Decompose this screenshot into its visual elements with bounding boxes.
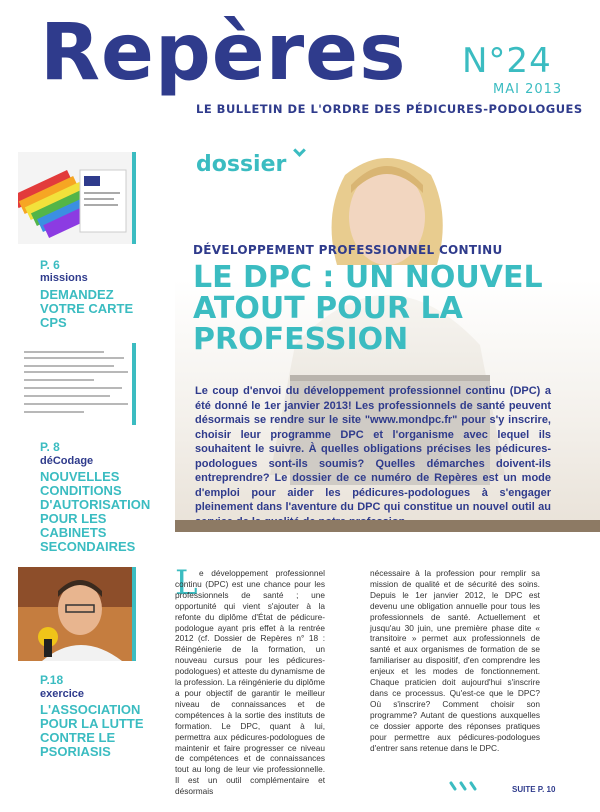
sidebar-title-3[interactable]: L'ASSOCIATION POUR LA LUTTE CONTRE LE PSORIASIS <box>40 702 144 759</box>
arrow-ticks-icon <box>447 780 487 792</box>
rubric-dossier: dossier <box>196 152 287 177</box>
portrait-image <box>18 567 136 661</box>
document-image <box>18 343 136 425</box>
hero-bottom-strip <box>175 520 600 532</box>
sidebar-page-1: P. 6 <box>40 258 60 272</box>
feature-kicker: DÉVELOPPEMENT PROFESSIONNEL CONTINU <box>193 243 503 257</box>
sidebar-title-2[interactable]: NOUVELLES CONDITIONS D'AUTORISATION POUR LES CABINETS SECONDAIRES <box>40 469 151 554</box>
issue-number: N°24 <box>462 41 552 81</box>
issue-date: MAI 2013 <box>493 82 563 97</box>
sidebar-title-1[interactable]: DEMANDEZ VOTRE CARTE CPS <box>40 287 134 330</box>
sidebar-section-3: exercice <box>40 688 85 700</box>
sidebar-section-1: missions <box>40 272 88 284</box>
body-column-1: e développement professionnel continu (DPC) est une chance pour les professionnels de santé ; une opportunité qui vient s'ajouter à la refonte du diplôme d'État de pédicure-podologue ayant pris effet à la rentrée 2012 (cf. Dossier de Repères n° 18 : Réingénierie de la formation, un nouveau cursus pour les pédicures-podologues) et atteste du dynamisme de la profession. La réingénierie du diplôme a pour objectif de garantir le meilleur niveau de connaissances et de compétences à la sortie des instituts de formation. Le DPC, quant à lui, permettra aux pédicures-podologues de maintenir et faire progresser ce niveau de compétences et de connaissances tout au long de leur vie professionnelle. Il est un outil complémentaire et désormais <box>175 568 325 797</box>
sidebar-section-2: déCodage <box>40 455 94 467</box>
feature-headline: LE DPC : UN NOUVEL ATOUT POUR LA PROFESSION <box>193 260 543 357</box>
feature-intro: Le coup d'envoi du développement professionnel continu (DPC) a été donné le 1er janvier 2013! Les professionnels de santé peuvent désormais se rendre sur le site "www.mondpc.fr" pour s'y inscrire, choisir leur programme DPC et l'organisme avec lequel ils souhaitent le suivre. À quelles obligations précises les pédicures-podologues sont-ils soumis? Quelles démarches doivent-ils entreprendre? Le dossier de ce numéro de Repères est un mode d'emploi pour aider les pédicures-podologues à s'engager pleinement dans l'aventure du DPC qui constitue un nouvel outil au <box>195 385 551 513</box>
cps-cards-image <box>18 152 136 244</box>
tagline: LE BULLETIN DE L'ORDRE DES PÉDICURES-PODOLOGUES <box>196 102 583 116</box>
continued-link[interactable]: SUITE P. 10 <box>512 785 556 794</box>
sidebar-page-2: P. 8 <box>40 440 60 454</box>
drop-cap: L <box>175 563 198 603</box>
body-column-2: nécessaire à la profession pour remplir sa mission de qualité et de sécurité des soins. Depuis le 1er janvier 2012, le DPC est devenu une obligation annuelle pour tous les professionnels de santé. Actuellement et jusqu'au 30 juin, une première phase dite « transitoire » permet aux professionnels de santé et aux organismes de formation de se familiariser au dispositif, d'en comprendre les enjeux et les modes de fonctionnement. Chaque praticien doit aujourd'hui s'inscrire dans ce processus. Qu'est-ce que le DPC? Où s'inscrire? Comment choisir son programme? Autant de questions auxquelles ce dossier apporte des réponses pratiques pour permettre aux pédicures-podologues d'entrer sans retenue dans le DPC. <box>370 568 540 753</box>
magazine-logo: Repères <box>40 8 407 98</box>
sidebar-page-3: P.18 <box>40 673 64 687</box>
